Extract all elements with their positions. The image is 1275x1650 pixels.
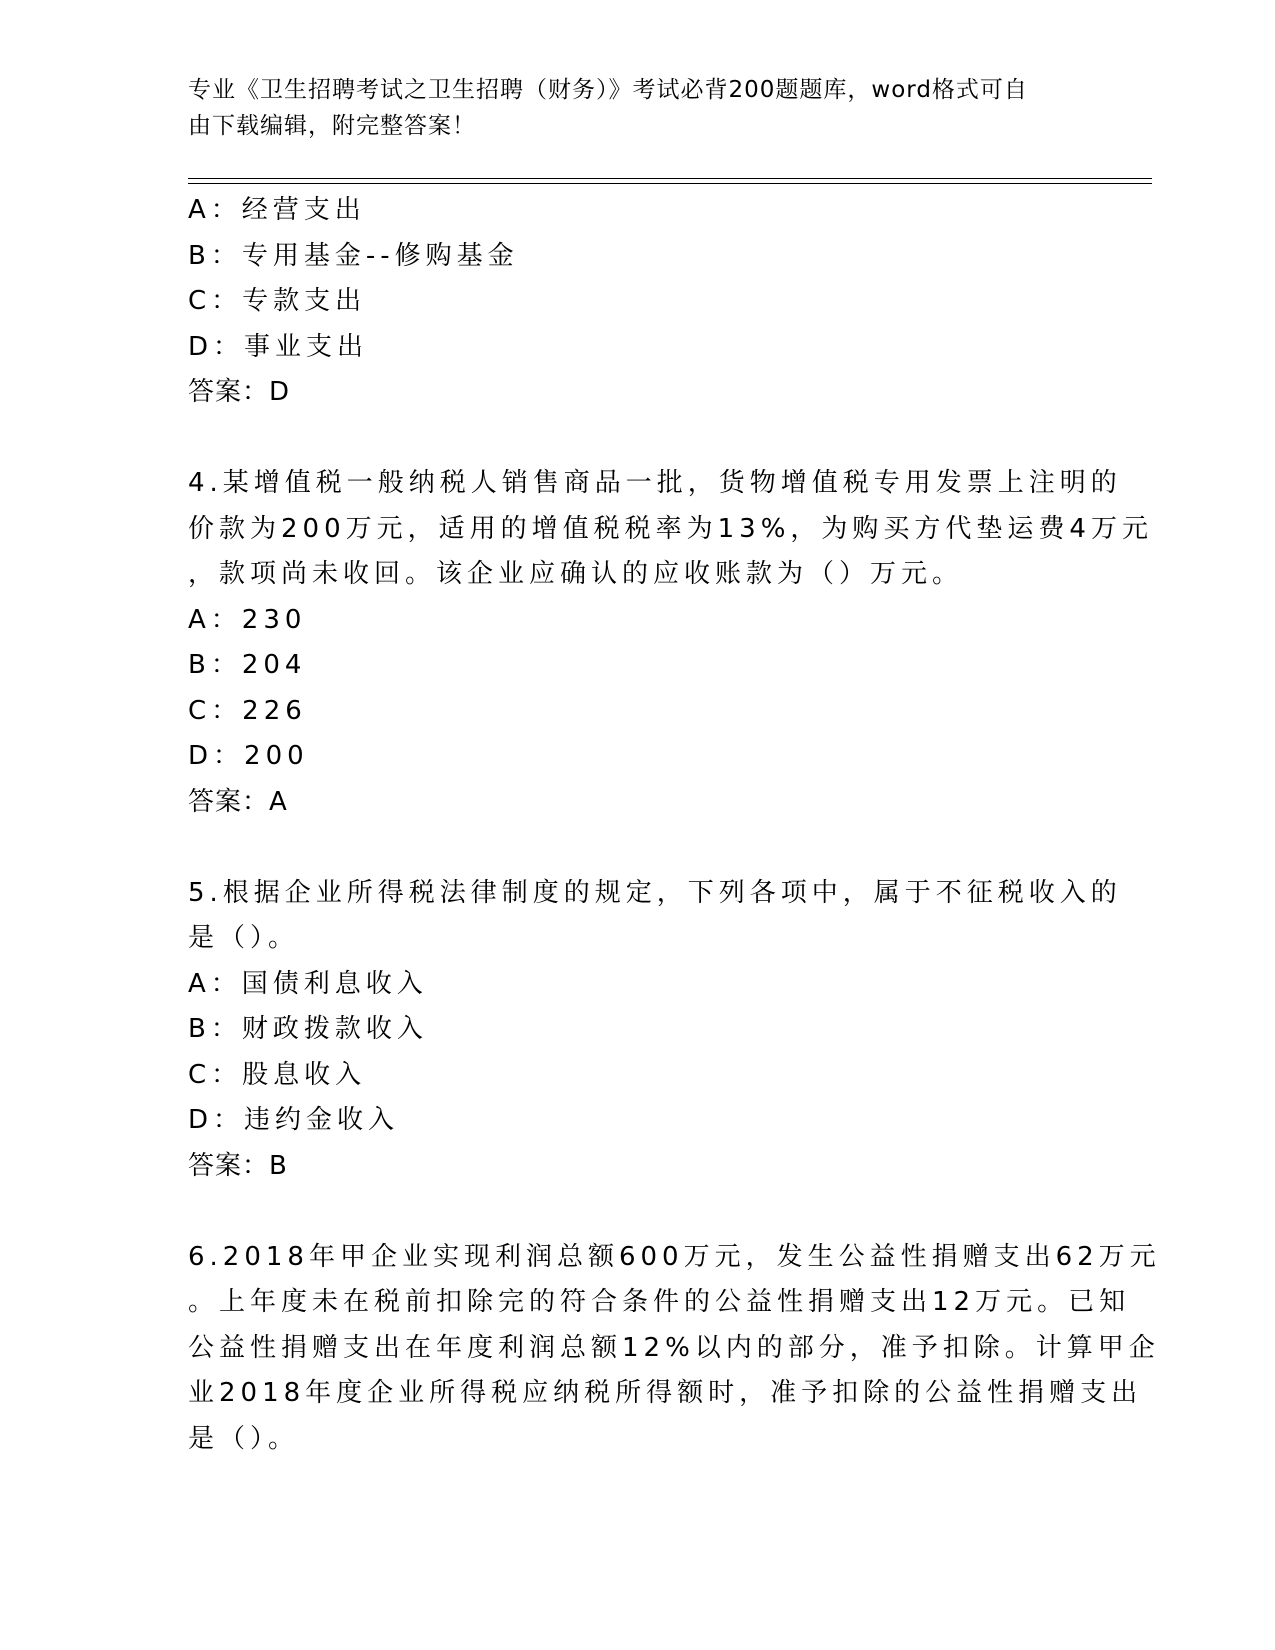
option-b: B：财政拨款收入 (188, 1014, 428, 1044)
stem-line: 6.2018年甲企业实现利润总额600万元，发生公益性捐赠支出62万元 (188, 1241, 1161, 1272)
option-a: A：230 (188, 604, 307, 635)
option-a: A：经营支出 (188, 195, 366, 225)
option-d: D：事业支出 (188, 331, 369, 362)
header-divider-bottom (188, 183, 1152, 184)
option-c: C：226 (188, 695, 307, 726)
option-c: C：专款支出 (188, 286, 367, 316)
option-b: B：专用基金--修购基金 (188, 240, 519, 271)
header-line-1: 专业《卫生招聘考试之卫生招聘（财务）》考试必背200题题库，word格式可自 (188, 77, 1028, 103)
stem-line: 公益性捐赠支出在年度利润总额12%以内的部分，准予扣除。计算甲企 (188, 1332, 1160, 1363)
question-stem (188, 461, 1153, 598)
option-a: A：国债利息收入 (188, 968, 428, 999)
question-6 (188, 1235, 1161, 1463)
question-stem (188, 871, 1122, 962)
stem-line: 5.根据企业所得税法律制度的规定，下列各项中，属于不征税收入的 (188, 877, 1122, 908)
stem-line: ，款项尚未收回。该企业应确认的应收账款为（）万元。 (188, 559, 964, 589)
question-5 (188, 871, 1122, 1190)
question-content (188, 188, 1161, 1462)
stem-line: 是（）。 (188, 923, 300, 953)
answer: 答案：B (188, 1150, 288, 1181)
option-d: D：200 (188, 741, 309, 771)
option-d: D：违约金收入 (188, 1105, 400, 1135)
stem-line: 4.某增值税一般纳税人销售商品一批，货物增值税专用发票上注明的 (188, 468, 1122, 498)
header-line-2: 由下载编辑，附完整答案！ (188, 113, 476, 139)
stem-line: 是（）。 (188, 1423, 300, 1454)
stem-line: 价款为200万元，适用的增值税税率为13%，为购买方代垫运费4万元 (188, 513, 1153, 544)
stem-line: 业2018年度企业所得税应纳税所得额时，准予扣除的公益性捐赠支出 (188, 1378, 1143, 1408)
header-divider-top (188, 178, 1152, 179)
answer: 答案：D (188, 377, 291, 407)
document-header (188, 72, 1068, 144)
question-3 (188, 188, 1088, 416)
question-4 (188, 461, 1153, 825)
option-c: C：股息收入 (188, 1059, 367, 1090)
question-stem (188, 1235, 1161, 1463)
stem-line: 。上年度未在税前扣除完的符合条件的公益性捐赠支出12万元。已知 (188, 1287, 1131, 1317)
option-b: B：204 (188, 650, 307, 680)
answer: 答案：A (188, 786, 288, 817)
